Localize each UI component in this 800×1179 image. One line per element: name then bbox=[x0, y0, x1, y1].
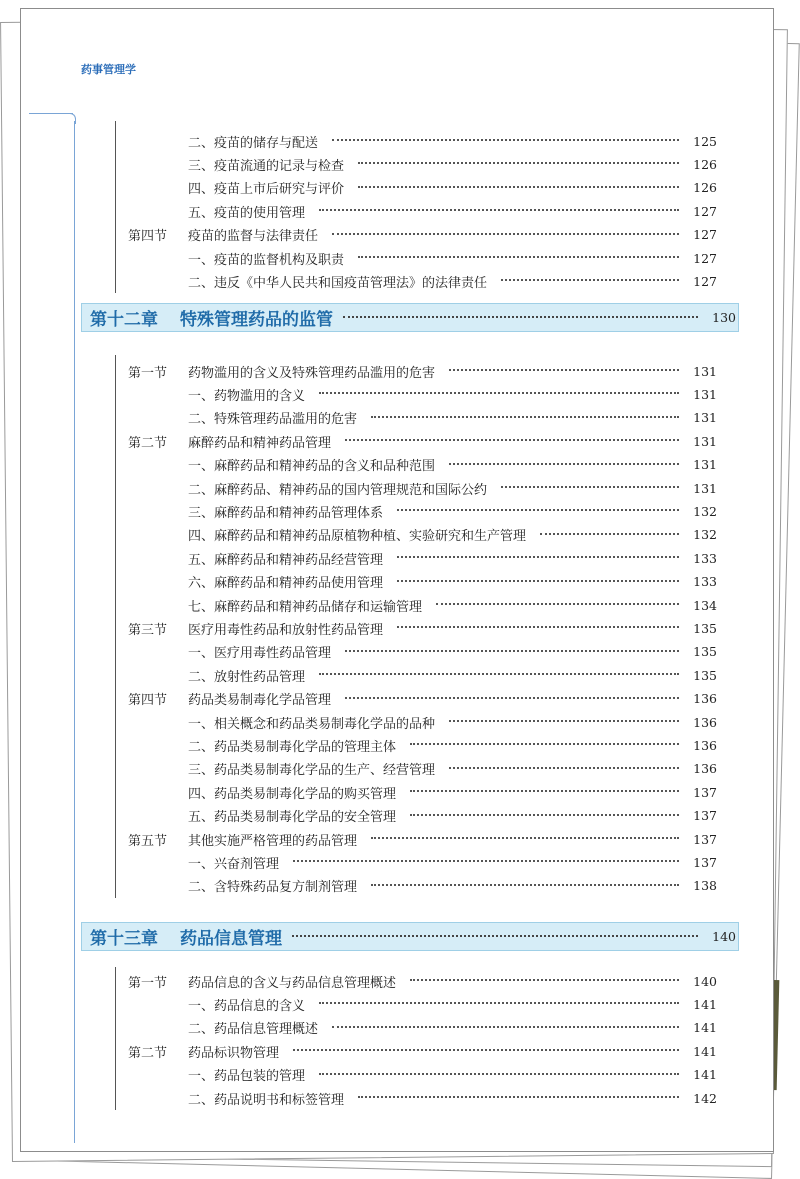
toc-section-row[interactable] bbox=[115, 689, 717, 709]
dot-leader bbox=[358, 256, 679, 258]
toc-item-row[interactable] bbox=[115, 248, 717, 268]
dot-leader bbox=[293, 860, 679, 862]
toc-entry bbox=[188, 549, 717, 568]
toc-item-row[interactable] bbox=[115, 759, 717, 779]
toc-entry bbox=[188, 853, 717, 872]
toc-section-row[interactable] bbox=[115, 971, 717, 991]
entry-title: 五、麻醉药品和精神药品经营管理 bbox=[188, 552, 384, 568]
toc-entry bbox=[188, 876, 717, 895]
entry-title: 三、药品类易制毒化学品的生产、经营管理 bbox=[188, 763, 436, 779]
toc-item-row[interactable] bbox=[115, 665, 717, 685]
toc-entry bbox=[188, 783, 717, 802]
toc-item-row[interactable] bbox=[115, 994, 717, 1014]
toc-entry bbox=[188, 830, 717, 849]
toc-entry bbox=[188, 225, 717, 244]
page-number: 127 bbox=[693, 203, 717, 219]
toc-item-row[interactable] bbox=[115, 384, 717, 404]
toc-entry bbox=[188, 385, 717, 404]
toc-section-row[interactable] bbox=[115, 225, 717, 245]
toc-item-row[interactable] bbox=[115, 712, 717, 732]
entry-title: 一、药物滥用的含义 bbox=[188, 388, 306, 404]
toc-item-row[interactable] bbox=[115, 1065, 717, 1085]
page-number: 142 bbox=[693, 1090, 717, 1106]
toc-entry bbox=[188, 272, 717, 291]
entry-title: 二、违反《中华人民共和国疫苗管理法》的法律责任 bbox=[188, 275, 488, 291]
page-number: 131 bbox=[693, 433, 717, 449]
section-label: 第五节 bbox=[128, 833, 168, 849]
toc-entry bbox=[188, 572, 717, 591]
entry-title: 二、麻醉药品、精神药品的国内管理规范和国际公约 bbox=[188, 482, 488, 498]
page-number: 131 bbox=[693, 363, 717, 379]
toc-entry bbox=[188, 408, 717, 427]
page-number: 133 bbox=[693, 550, 717, 566]
page-number: 131 bbox=[693, 386, 717, 402]
entry-title: 药品信息的含义与药品信息管理概述 bbox=[188, 975, 397, 991]
page-number: 137 bbox=[693, 784, 717, 800]
page-number: 136 bbox=[693, 691, 717, 707]
toc-item-row[interactable] bbox=[115, 478, 717, 498]
entry-title: 二、含特殊药品复方制剂管理 bbox=[188, 880, 358, 896]
entry-title: 二、药品说明书和标签管理 bbox=[188, 1092, 345, 1108]
toc-item-row[interactable] bbox=[115, 806, 717, 826]
toc-item-row[interactable] bbox=[115, 782, 717, 802]
page-number: 135 bbox=[693, 620, 717, 636]
toc-entry bbox=[188, 1042, 717, 1061]
toc-entry bbox=[188, 1018, 717, 1037]
margin-rule-top bbox=[29, 113, 73, 114]
page-number: 137 bbox=[693, 831, 717, 847]
entry-title: 一、药品信息的含义 bbox=[188, 998, 306, 1014]
toc-entry bbox=[188, 713, 717, 732]
toc-entry bbox=[188, 995, 717, 1014]
dot-leader bbox=[319, 673, 679, 675]
page-number: 136 bbox=[693, 761, 717, 777]
toc-item-row[interactable] bbox=[115, 1018, 717, 1038]
toc-item-row[interactable] bbox=[115, 455, 717, 475]
toc-entry bbox=[188, 202, 717, 221]
toc-item-row[interactable] bbox=[115, 548, 717, 568]
dot-leader bbox=[449, 463, 679, 465]
entry-title: 七、麻醉药品和精神药品储存和运输管理 bbox=[188, 599, 423, 615]
margin-rule bbox=[74, 121, 75, 1143]
section-label: 第二节 bbox=[128, 1045, 168, 1061]
toc-section-row[interactable] bbox=[115, 431, 717, 451]
page-number: 134 bbox=[693, 597, 717, 613]
dot-leader bbox=[449, 767, 679, 769]
page-number: 126 bbox=[693, 156, 717, 172]
dot-leader bbox=[332, 233, 679, 235]
page-number: 127 bbox=[693, 273, 717, 289]
toc-entry bbox=[188, 689, 717, 708]
dot-leader bbox=[319, 392, 679, 394]
entry-title: 其他实施严格管理的药品管理 bbox=[188, 833, 358, 849]
page-number: 141 bbox=[693, 1067, 717, 1083]
entry-title: 四、麻醉药品和精神药品原植物种植、实验研究和生产管理 bbox=[188, 529, 527, 545]
entry-title: 六、麻醉药品和精神药品使用管理 bbox=[188, 576, 384, 592]
running-head: 药事管理学 bbox=[81, 63, 136, 76]
page-number: 127 bbox=[693, 250, 717, 266]
entry-title: 一、兴奋剂管理 bbox=[188, 856, 280, 872]
toc-block bbox=[115, 967, 717, 1110]
dot-leader bbox=[410, 743, 679, 745]
toc-entry bbox=[188, 455, 717, 474]
toc-entry bbox=[188, 666, 717, 685]
toc-entry bbox=[188, 806, 717, 825]
page-number: 131 bbox=[693, 480, 717, 496]
chapter-page-number: 140 bbox=[712, 929, 736, 944]
entry-title: 药品标识物管理 bbox=[188, 1045, 280, 1061]
toc-entry bbox=[188, 1089, 717, 1108]
toc-item-row[interactable] bbox=[115, 876, 717, 896]
toc-item-row[interactable] bbox=[115, 852, 717, 872]
toc-item-row[interactable] bbox=[115, 201, 717, 221]
toc-item-row[interactable] bbox=[115, 154, 717, 174]
toc-entry bbox=[188, 132, 717, 151]
dot-leader bbox=[397, 626, 679, 628]
toc-item-row[interactable] bbox=[115, 408, 717, 428]
toc-section-row[interactable] bbox=[115, 829, 717, 849]
entry-title: 医疗用毒性药品和放射性药品管理 bbox=[188, 622, 384, 638]
entry-title: 二、疫苗的储存与配送 bbox=[188, 135, 319, 151]
dot-leader bbox=[345, 697, 679, 699]
toc-entry bbox=[188, 736, 717, 755]
section-label: 第四节 bbox=[128, 693, 168, 709]
entry-title: 二、特殊管理药品滥用的危害 bbox=[188, 412, 358, 428]
entry-title: 四、药品类易制毒化学品的购买管理 bbox=[188, 786, 397, 802]
entry-title: 药品类易制毒化学品管理 bbox=[188, 693, 332, 709]
dot-leader bbox=[358, 1096, 679, 1098]
dot-leader bbox=[371, 837, 679, 839]
page-number: 132 bbox=[693, 527, 717, 543]
toc-item-row[interactable] bbox=[115, 501, 717, 521]
toc-entry bbox=[188, 502, 717, 521]
dot-leader bbox=[345, 439, 679, 441]
chapter-number: 第十三章 bbox=[90, 929, 158, 949]
entry-title: 一、麻醉药品和精神药品的含义和品种范围 bbox=[188, 459, 436, 475]
toc-entry bbox=[188, 249, 717, 268]
page-number: 141 bbox=[693, 996, 717, 1012]
chapter-heading[interactable] bbox=[81, 303, 739, 332]
toc-entry bbox=[188, 362, 717, 381]
dot-leader bbox=[501, 279, 679, 281]
toc-entry bbox=[188, 759, 717, 778]
entry-title: 二、药品类易制毒化学品的管理主体 bbox=[188, 739, 397, 755]
section-label: 第一节 bbox=[128, 365, 168, 381]
dot-leader bbox=[540, 533, 679, 535]
toc-entry bbox=[188, 479, 717, 498]
dot-leader bbox=[397, 556, 679, 558]
section-label: 第一节 bbox=[128, 975, 168, 991]
dot-leader bbox=[410, 790, 679, 792]
entry-title: 麻醉药品和精神药品管理 bbox=[188, 435, 332, 451]
dot-leader bbox=[319, 1002, 679, 1004]
toc-entry bbox=[188, 972, 717, 991]
toc-page bbox=[20, 8, 774, 1152]
dot-leader bbox=[358, 186, 679, 188]
section-label: 第二节 bbox=[128, 435, 168, 451]
page-number: 140 bbox=[693, 973, 717, 989]
toc-item-row[interactable] bbox=[115, 1088, 717, 1108]
toc-entry bbox=[188, 642, 717, 661]
toc-item-row[interactable] bbox=[115, 595, 717, 615]
dot-leader bbox=[358, 162, 679, 164]
dot-leader bbox=[436, 603, 679, 605]
page-number: 126 bbox=[693, 180, 717, 196]
entry-title: 疫苗的监督与法律责任 bbox=[188, 229, 319, 245]
page-number: 136 bbox=[693, 737, 717, 753]
dot-leader bbox=[449, 720, 679, 722]
entry-title: 四、疫苗上市后研究与评价 bbox=[188, 182, 345, 198]
page-number: 137 bbox=[693, 808, 717, 824]
dot-leader bbox=[332, 139, 679, 141]
dot-leader bbox=[345, 650, 679, 652]
toc-entry bbox=[188, 1065, 717, 1084]
dot-leader bbox=[343, 316, 698, 318]
page-number: 131 bbox=[693, 410, 717, 426]
toc-entry bbox=[188, 178, 717, 197]
toc-section-row[interactable] bbox=[115, 361, 717, 381]
chapter-title: 特殊管理药品的监管 bbox=[180, 310, 333, 330]
page-number: 127 bbox=[693, 227, 717, 243]
entry-title: 二、药品信息管理概述 bbox=[188, 1022, 319, 1038]
page-number: 138 bbox=[693, 878, 717, 894]
dot-leader bbox=[410, 979, 679, 981]
page-number: 132 bbox=[693, 503, 717, 519]
page-number: 135 bbox=[693, 667, 717, 683]
dot-leader bbox=[449, 369, 679, 371]
entry-title: 一、相关概念和药品类易制毒化学品的品种 bbox=[188, 716, 436, 732]
page-number: 141 bbox=[693, 1020, 717, 1036]
dot-leader bbox=[319, 209, 679, 211]
toc-entry bbox=[188, 619, 717, 638]
toc-item-row[interactable] bbox=[115, 271, 717, 291]
chapter-title: 药品信息管理 bbox=[180, 929, 282, 949]
toc-section-row[interactable] bbox=[115, 618, 717, 638]
entry-title: 五、药品类易制毒化学品的安全管理 bbox=[188, 810, 397, 826]
toc-entry bbox=[188, 432, 717, 451]
entry-title: 一、疫苗的监督机构及职责 bbox=[188, 252, 345, 268]
toc-entry bbox=[188, 525, 717, 544]
chapter-page-number: 130 bbox=[712, 310, 736, 325]
dot-leader bbox=[332, 1026, 679, 1028]
page-number: 136 bbox=[693, 714, 717, 730]
toc-item-row[interactable] bbox=[115, 131, 717, 151]
entry-title: 药物滥用的含义及特殊管理药品滥用的危害 bbox=[188, 365, 436, 381]
chapter-number: 第十二章 bbox=[90, 310, 158, 330]
toc-entry bbox=[188, 155, 717, 174]
toc-item-row[interactable] bbox=[115, 525, 717, 545]
page-number: 125 bbox=[693, 133, 717, 149]
dot-leader bbox=[371, 884, 679, 886]
toc-item-row[interactable] bbox=[115, 572, 717, 592]
dot-leader bbox=[397, 580, 679, 582]
toc-item-row[interactable] bbox=[115, 178, 717, 198]
toc-block bbox=[115, 355, 717, 898]
section-label: 第四节 bbox=[128, 229, 168, 245]
dot-leader bbox=[410, 814, 679, 816]
entry-title: 一、医疗用毒性药品管理 bbox=[188, 646, 332, 662]
dot-leader bbox=[371, 416, 679, 418]
toc-block bbox=[115, 121, 717, 293]
toc-item-row[interactable] bbox=[115, 642, 717, 662]
page-number: 131 bbox=[693, 457, 717, 473]
dot-leader bbox=[501, 486, 679, 488]
dot-leader bbox=[319, 1073, 679, 1075]
entry-title: 五、疫苗的使用管理 bbox=[188, 205, 306, 221]
section-label: 第三节 bbox=[128, 622, 168, 638]
chapter-heading[interactable] bbox=[81, 922, 739, 951]
page-number: 135 bbox=[693, 644, 717, 660]
toc-item-row[interactable] bbox=[115, 735, 717, 755]
dot-leader bbox=[397, 509, 679, 511]
toc-entry bbox=[188, 596, 717, 615]
dot-leader bbox=[292, 935, 698, 937]
page-number: 141 bbox=[693, 1043, 717, 1059]
entry-title: 二、放射性药品管理 bbox=[188, 669, 306, 685]
page-number: 137 bbox=[693, 854, 717, 870]
entry-title: 一、药品包装的管理 bbox=[188, 1069, 306, 1085]
dot-leader bbox=[293, 1049, 679, 1051]
entry-title: 三、疫苗流通的记录与检查 bbox=[188, 158, 345, 174]
page-number: 133 bbox=[693, 574, 717, 590]
entry-title: 三、麻醉药品和精神药品管理体系 bbox=[188, 505, 384, 521]
toc-section-row[interactable] bbox=[115, 1041, 717, 1061]
